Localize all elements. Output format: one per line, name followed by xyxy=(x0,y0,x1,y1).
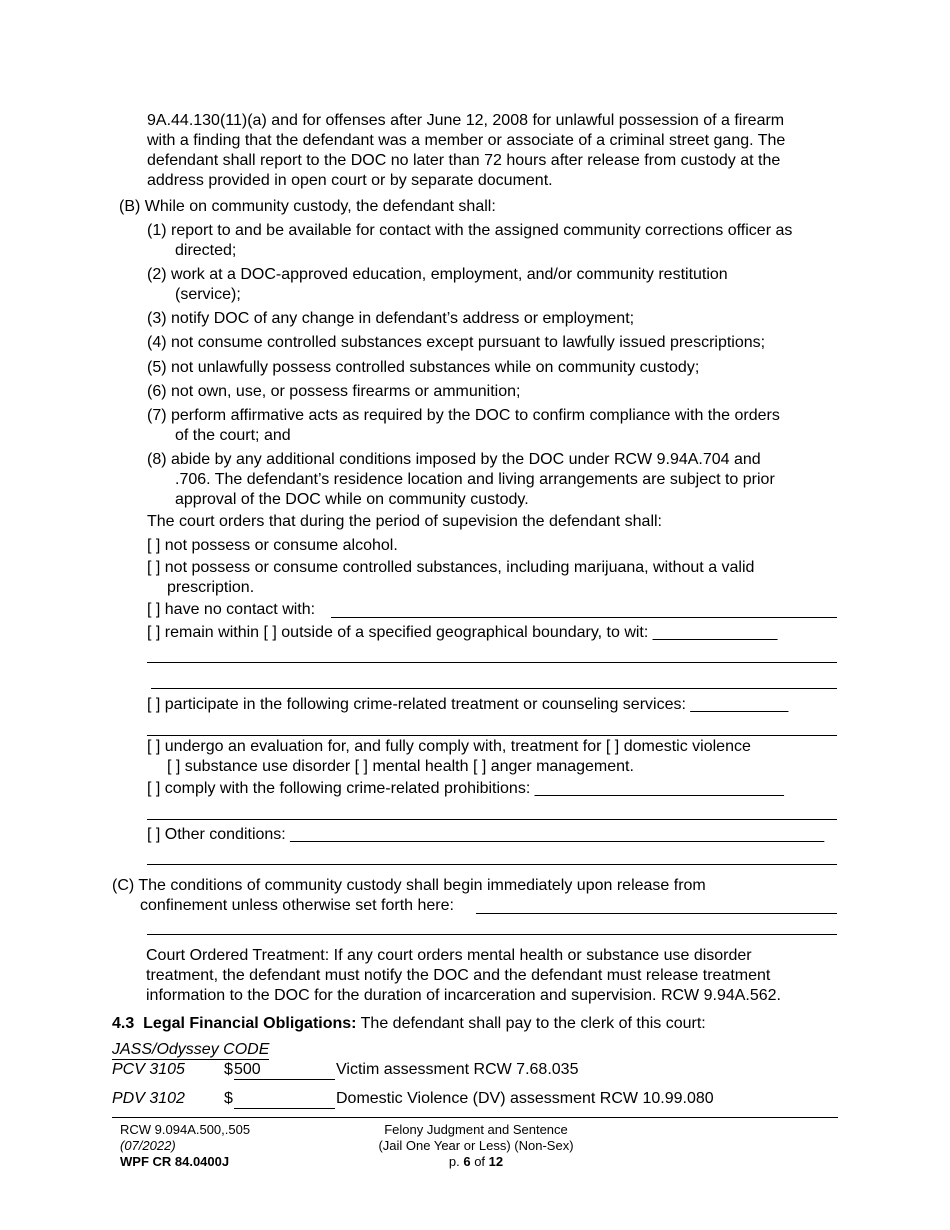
intro-line: defendant shall report to the DOC no later than 72 hours after release from custody at the xyxy=(147,152,781,169)
lfo-text: The defendant shall pay to the clerk of this court: xyxy=(360,1015,706,1032)
other-blank-line[interactable] xyxy=(147,864,837,865)
footer-rcw: RCW 9.094A.500,.505 xyxy=(120,1122,251,1137)
intro-line: with a finding that the defendant was a member or associate of a criminal street gang. The xyxy=(147,132,786,149)
checkbox-alcohol[interactable]: [ ] not possess or consume alcohol. xyxy=(147,537,398,554)
boundary-blank-line[interactable] xyxy=(147,662,837,663)
condition-item: approval of the DOC while on community custody. xyxy=(175,491,529,508)
condition-item: (7) perform affirmative acts as required by the DOC to confirm compliance with the orders xyxy=(147,407,780,424)
intro-line: 9A.44.130(11)(a) and for offenses after June 12, 2008 for unlawful possession of a firearm xyxy=(147,112,785,129)
condition-item: directed; xyxy=(175,242,237,259)
checkbox-remain-within[interactable]: [ ] remain within [ ] outside of a specified geographical boundary, to wit: ______________ xyxy=(147,624,778,641)
condition-item: (1) report to and be available for contact with the assigned community corrections officer as xyxy=(147,222,793,239)
condition-item: (5) not unlawfully possess controlled substances while on community custody; xyxy=(147,359,700,376)
footer-date: (07/2022) xyxy=(120,1138,176,1153)
footer-page-number: p. 6 of 12 xyxy=(448,1154,504,1169)
custody-start-blank-line[interactable] xyxy=(476,913,837,914)
lfo-dollar-sign: $ xyxy=(224,1090,233,1107)
no-contact-blank-line[interactable] xyxy=(331,617,837,618)
boundary-blank-line-2[interactable] xyxy=(151,688,837,689)
lfo-amount-field[interactable] xyxy=(234,1089,335,1109)
lfo-code: PCV 3105 xyxy=(112,1061,185,1078)
section-b-heading: (B) While on community custody, the defendant shall: xyxy=(119,198,496,215)
treatment-blank-line[interactable] xyxy=(147,735,837,736)
condition-item: (2) work at a DOC-approved education, employment, and/or community restitution xyxy=(147,266,728,283)
prohibitions-blank-line[interactable] xyxy=(147,819,837,820)
checkbox-evaluation[interactable]: [ ] undergo an evaluation for, and fully comply with, treatment for [ ] domestic violence xyxy=(147,738,751,755)
checkbox-prohibitions[interactable]: [ ] comply with the following crime-related prohibitions: ____________________________ xyxy=(147,780,784,797)
condition-item: (service); xyxy=(175,286,241,303)
footer-divider xyxy=(112,1117,838,1118)
custody-start-blank-line-2[interactable] xyxy=(147,934,837,935)
lfo-dollar-sign: $ xyxy=(224,1061,233,1078)
checkbox-other-conditions[interactable]: [ ] Other conditions: ____________________________________________________________ xyxy=(147,826,825,843)
footer-form-number: WPF CR 84.0400J xyxy=(120,1154,230,1169)
checkbox-controlled-substances[interactable]: [ ] not possess or consume controlled substances, including marijuana, without a valid xyxy=(147,559,755,576)
lfo-amount-field[interactable]: 500 xyxy=(234,1060,335,1080)
section-c-line: confinement unless otherwise set forth here: xyxy=(140,897,454,914)
condition-item: of the court; and xyxy=(175,427,291,444)
condition-item: (4) not consume controlled substances except pursuant to lawfully issued prescriptions; xyxy=(147,334,766,351)
treatment-paragraph: treatment, the defendant must notify the DOC and the defendant must release treatment xyxy=(146,967,771,984)
checkbox-participate-treatment[interactable]: [ ] participate in the following crime-related treatment or counseling services: ___________ xyxy=(147,696,789,713)
code-header: JASS/Odyssey CODE xyxy=(112,1041,270,1058)
condition-item: (6) not own, use, or possess firearms or ammunition; xyxy=(147,383,521,400)
lfo-heading xyxy=(112,1014,706,1034)
lfo-number: 4.3 xyxy=(112,1015,135,1032)
condition-item: (3) notify DOC of any change in defendant’s address or employment; xyxy=(147,310,635,327)
condition-item: .706. The defendant’s residence location and living arrangements are subject to prior xyxy=(175,471,775,488)
intro-line: address provided in open court or by separate document. xyxy=(147,172,553,189)
evaluation-options[interactable]: [ ] substance use disorder [ ] mental health [ ] anger management. xyxy=(167,758,634,775)
lfo-code: PDV 3102 xyxy=(112,1090,185,1107)
treatment-paragraph: Court Ordered Treatment: If any court orders mental health or substance use disorder xyxy=(146,947,752,964)
lfo-description: Victim assessment RCW 7.68.035 xyxy=(336,1061,579,1078)
controlled-substances-cont: prescription. xyxy=(167,579,255,596)
supervision-intro: The court orders that during the period of supevision the defendant shall: xyxy=(147,513,662,530)
footer-subtitle: (Jail One Year or Less) (Non-Sex) xyxy=(378,1138,574,1153)
lfo-title: Legal Financial Obligations: xyxy=(143,1015,357,1032)
lfo-description: Domestic Violence (DV) assessment RCW 10.99.080 xyxy=(336,1090,714,1107)
checkbox-no-contact[interactable]: [ ] have no contact with: xyxy=(147,601,316,618)
section-c-line: (C) The conditions of community custody shall begin immediately upon release from xyxy=(112,877,706,894)
condition-item: (8) abide by any additional conditions imposed by the DOC under RCW 9.94A.704 and xyxy=(147,451,761,468)
footer-title: Felony Judgment and Sentence xyxy=(384,1122,568,1137)
treatment-paragraph: information to the DOC for the duration of incarceration and supervision. RCW 9.94A.562. xyxy=(146,987,781,1004)
